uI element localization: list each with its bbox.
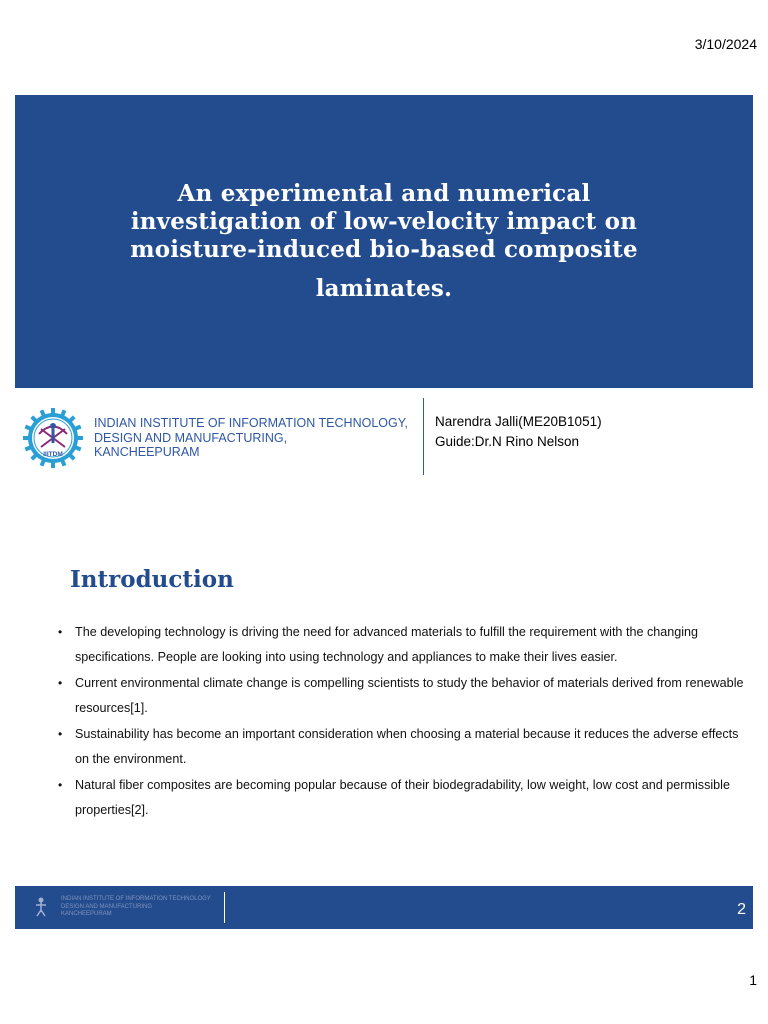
institute-name-line-3: KANCHEEPURAM [94,445,200,459]
bullet-icon: • [58,676,63,690]
bullet-icon: • [58,727,63,741]
introduction-list [58,620,748,824]
author-name: Narendra Jalli(ME20B1051) [435,414,602,429]
logo-text: IIITDM [43,451,63,458]
footer-banner [15,886,753,929]
slide-date: 3/10/2024 [694,36,757,52]
footer-logo-icon [34,896,48,918]
institute-name-line-1: INDIAN INSTITUTE OF INFORMATION TECHNOLOGY, [94,416,408,430]
slide-number: 2 [737,901,746,918]
list-item [58,722,748,772]
bullet-text: Natural fiber composites are becoming popular because of their biodegradability, low weight, low cost and permissible properties[2]. [75,778,730,817]
institute-name-line-2: DESIGN AND MANUFACTURING, [94,430,288,445]
slide-title [70,180,698,303]
institute-block [22,407,422,467]
title-line-1: An experimental and numerical [177,180,591,207]
footer-institute-line-2: DESIGN AND MANUFACTURING [61,903,153,910]
title-line-4: laminates. [315,275,453,302]
footer-institute-name [61,896,211,919]
footer-institute-line-1: INDIAN INSTITUTE OF INFORMATION TECHNOLOGY [61,896,211,902]
title-banner [15,95,753,388]
bullet-text: The developing technology is driving the need for advanced materials to fulfill the requirement with the changing specifications. People are looking into using technology and appliances to make their lives easier. [75,625,699,664]
author-block [435,412,602,452]
institute-logo-icon [22,407,84,469]
bullet-icon: • [58,625,63,639]
institute-name [94,416,408,460]
bullet-icon: • [58,778,63,792]
list-item [58,671,748,721]
guide-name: Guide:Dr.N Rino Nelson [435,434,580,449]
list-item [58,620,748,670]
list-item [58,773,748,823]
footer-institute-line-3: KANCHEEPURAM [61,911,112,917]
footer-divider [224,892,225,923]
bullet-text: Current environmental climate change is compelling scientists to study the behavior of materials derived from renewable resources[1]. [75,676,744,715]
title-line-3: moisture-induced bio-based composite [130,236,638,263]
introduction-heading: Introduction [70,566,234,593]
bullet-text: Sustainability has become an important consideration when choosing a material because it reduces the adverse effects on the environment. [75,727,739,766]
title-line-2: investigation of low-velocity impact on [130,208,638,235]
page-number: 1 [749,972,757,988]
vertical-divider [423,398,424,475]
